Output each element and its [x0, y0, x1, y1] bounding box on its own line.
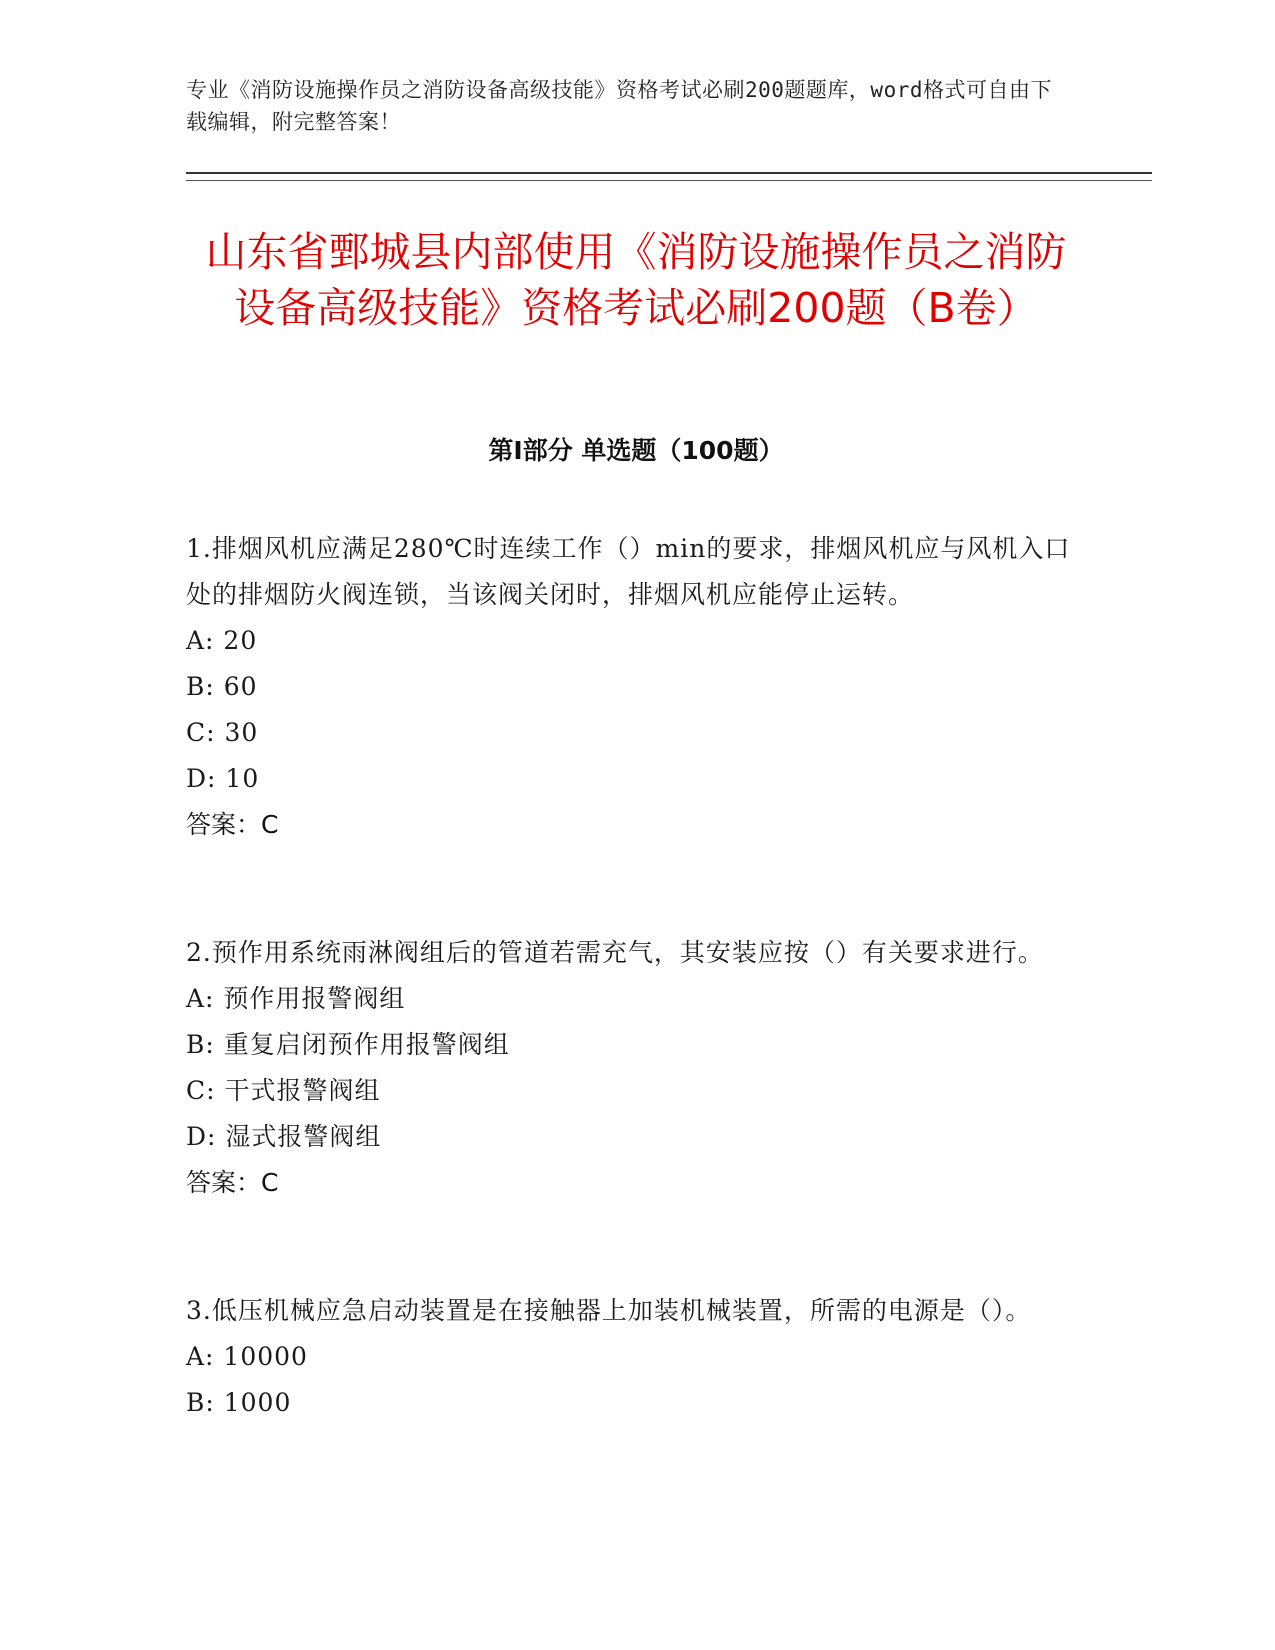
- header-divider-thin: [186, 180, 1152, 181]
- option-b: B: 重复启闭预作用报警阀组: [186, 1030, 510, 1059]
- option-d: D: 湿式报警阀组: [186, 1122, 382, 1151]
- question-3: [186, 1288, 1086, 1426]
- option-a: A: 预作用报警阀组: [186, 984, 406, 1013]
- section-heading: 第Ⅰ部分 单选题（100题）: [488, 436, 784, 465]
- option-c: C: 干式报警阀组: [186, 1076, 381, 1105]
- header-divider-thick: [186, 172, 1152, 174]
- question-1: [186, 526, 1086, 848]
- question-2: [186, 930, 1086, 1206]
- question-stem: 2.预作用系统雨淋阀组后的管道若需充气，其安装应按（）有关要求进行。: [186, 938, 1044, 967]
- document-title: 山东省鄄城县内部使用《消防设施操作员之消防设备高级技能》资格考试必刷200题（B卷）: [205, 228, 1067, 332]
- answer: 答案：C: [186, 810, 279, 839]
- option-a: A: 10000: [186, 1342, 308, 1371]
- header-note: 专业《消防设施操作员之消防设备高级技能》资格考试必刷200题题库，word格式可自由下载编辑，附完整答案！: [186, 78, 1052, 134]
- option-b: B: 1000: [186, 1388, 292, 1417]
- option-a: A: 20: [186, 626, 258, 655]
- option-b: B: 60: [186, 672, 258, 701]
- question-stem: 1.排烟风机应满足280℃时连续工作（）min的要求，排烟风机应与风机入口处的排烟防火阀连锁，当该阀关闭时，排烟风机应能停止运转。: [186, 534, 1071, 609]
- question-stem: 3.低压机械应急启动装置是在接触器上加装机械装置，所需的电源是（）。: [186, 1296, 1032, 1325]
- option-d: D: 10: [186, 764, 260, 793]
- option-c: C: 30: [186, 718, 259, 747]
- answer: 答案：C: [186, 1168, 279, 1197]
